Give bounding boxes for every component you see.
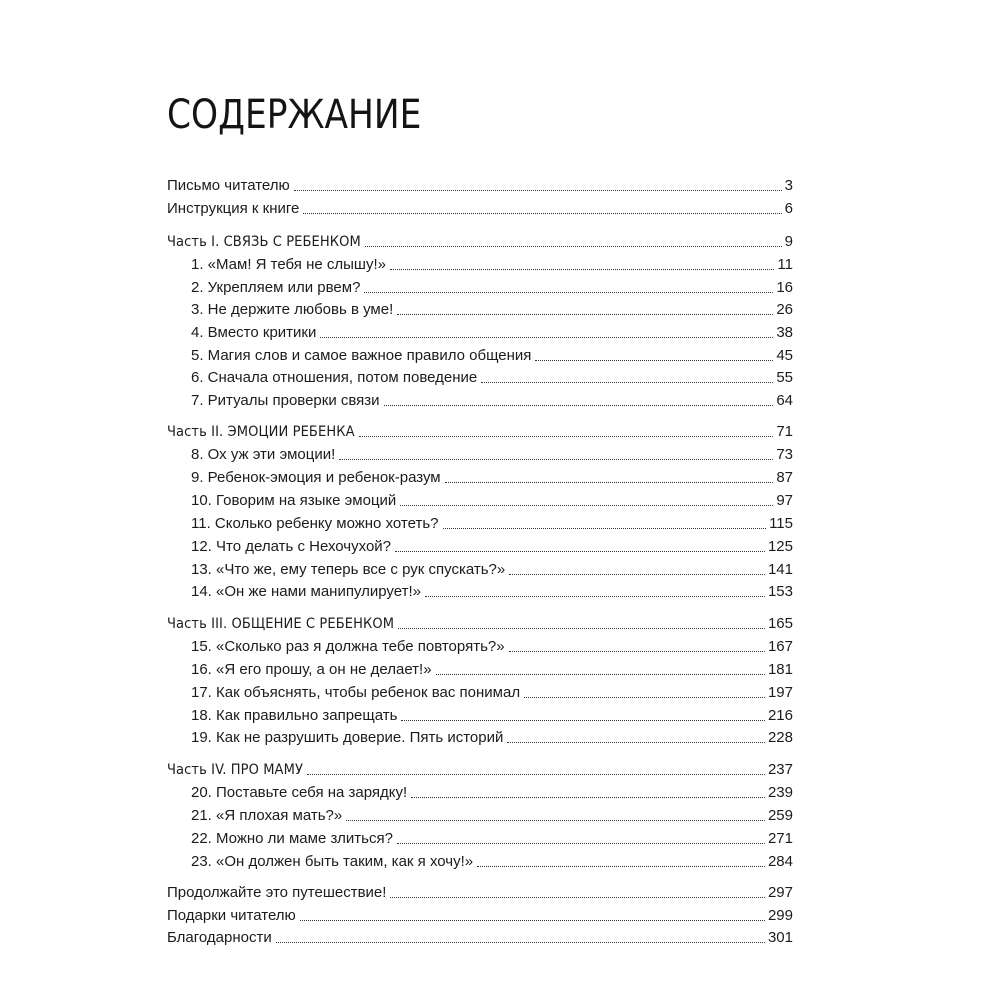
dot-leader (346, 819, 765, 821)
toc-chapter (191, 580, 793, 602)
dot-leader (294, 189, 782, 191)
entry-label: Продолжайте это путешествие! (167, 884, 387, 901)
dot-leader (300, 919, 765, 921)
dot-leader (425, 595, 765, 597)
chapter-label: 8. Ох уж эти эмоции! (191, 446, 336, 463)
chapter-page: 64 (776, 392, 793, 409)
toc-chapter (191, 389, 793, 411)
toc-chapter (191, 276, 793, 298)
toc-chapter (191, 726, 793, 748)
chapter-page: 16 (776, 279, 793, 296)
chapter-label: 11. Сколько ребенку можно хотеть? (191, 515, 439, 532)
entry-page: 299 (767, 907, 793, 924)
dot-leader (397, 842, 765, 844)
chapter-page: 141 (767, 561, 793, 578)
entry-page: 297 (767, 884, 793, 901)
toc-entry-letter (167, 174, 793, 196)
chapter-label: 15. «Сколько раз я должна тебе повторять?» (191, 638, 505, 655)
chapter-page: 87 (776, 469, 793, 486)
dot-leader (411, 796, 765, 798)
chapter-label: 3. Не держите любовь в уме! (191, 301, 394, 318)
chapter-label: 1. «Мам! Я тебя не слышу!» (191, 256, 386, 273)
dot-leader (397, 313, 773, 315)
chapter-label: 6. Сначала отношения, потом поведение (191, 369, 478, 386)
chapter-page: 228 (767, 729, 793, 746)
toc-chapter (191, 321, 793, 343)
dot-leader (445, 481, 774, 483)
dot-leader (339, 458, 773, 460)
toc-entry-continue (167, 881, 793, 903)
chapter-label: 14. «Он же нами манипулирует!» (191, 583, 421, 600)
dot-leader (443, 527, 767, 529)
dot-leader (303, 212, 781, 214)
toc-chapter (191, 850, 793, 872)
entry-page: 6 (784, 200, 793, 217)
dot-leader (401, 719, 765, 721)
toc-chapter (191, 253, 793, 275)
dot-leader (400, 504, 773, 506)
chapter-page: 11 (777, 256, 793, 273)
dot-leader (307, 773, 765, 775)
chapter-label: 9. Ребенок-эмоция и ребенок-разум (191, 469, 441, 486)
chapter-label: 22. Можно ли маме злиться? (191, 830, 393, 847)
chapter-page: 73 (776, 446, 793, 463)
part-page: 165 (767, 615, 793, 632)
chapter-label: 18. Как правильно запрещать (191, 707, 398, 724)
toc-part-3 (167, 612, 793, 634)
dot-leader (535, 359, 773, 361)
dot-leader (481, 381, 773, 383)
dot-leader (359, 435, 774, 437)
toc-part-1 (167, 230, 793, 252)
toc-chapter (191, 635, 793, 657)
toc-chapter (191, 298, 793, 320)
toc-chapter (191, 827, 793, 849)
part-page: 9 (784, 233, 793, 250)
chapter-page: 181 (767, 661, 793, 678)
chapter-page: 45 (776, 347, 793, 364)
chapter-page: 239 (767, 784, 793, 801)
dot-leader (320, 336, 773, 338)
chapter-label: 5. Магия слов и самое важное правило общения (191, 347, 532, 364)
chapter-label: 16. «Я его прошу, а он не делает!» (191, 661, 432, 678)
chapter-label: 10. Говорим на языке эмоций (191, 492, 397, 509)
entry-page: 301 (767, 929, 793, 946)
chapter-page: 167 (767, 638, 793, 655)
chapter-label: 2. Укрепляем или рвем? (191, 279, 361, 296)
dot-leader (364, 291, 773, 293)
page-title: СОДЕРЖАНИЕ (167, 92, 422, 138)
toc-chapter (191, 512, 793, 534)
part-label: Часть II. ЭМОЦИИ РЕБЕНКА (167, 424, 355, 440)
entry-label: Письмо читателю (167, 177, 290, 194)
toc-part-2 (167, 420, 793, 442)
chapter-page: 271 (767, 830, 793, 847)
chapter-page: 197 (767, 684, 793, 701)
toc-chapter (191, 489, 793, 511)
chapter-label: 17. Как объяснять, чтобы ребенок вас понимал (191, 684, 521, 701)
dot-leader (365, 245, 782, 247)
chapter-page: 97 (776, 492, 793, 509)
toc-chapter (191, 443, 793, 465)
chapter-label: 7. Ритуалы проверки связи (191, 392, 380, 409)
toc-chapter (191, 781, 793, 803)
entry-label: Благодарности (167, 929, 272, 946)
dot-leader (509, 650, 765, 652)
toc-chapter (191, 535, 793, 557)
toc-chapter (191, 804, 793, 826)
part-label: Часть I. СВЯЗЬ С РЕБЕНКОМ (167, 234, 361, 250)
chapter-label: 23. «Он должен быть таким, как я хочу!» (191, 853, 474, 870)
toc-chapter (191, 558, 793, 580)
toc-chapter (191, 658, 793, 680)
chapter-label: 19. Как не разрушить доверие. Пять историй (191, 729, 504, 746)
chapter-page: 284 (767, 853, 793, 870)
part-page: 237 (767, 761, 793, 778)
chapter-page: 259 (767, 807, 793, 824)
entry-label: Инструкция к книге (167, 200, 300, 217)
chapter-page: 115 (769, 515, 793, 532)
chapter-label: 21. «Я плохая мать?» (191, 807, 343, 824)
toc-chapter (191, 366, 793, 388)
dot-leader (390, 896, 765, 898)
dot-leader (509, 573, 765, 575)
dot-leader (390, 268, 774, 270)
toc-chapter (191, 344, 793, 366)
dot-leader (477, 865, 765, 867)
chapter-page: 26 (776, 301, 793, 318)
toc-chapter (191, 681, 793, 703)
chapter-label: 20. Поставьте себя на зарядку! (191, 784, 408, 801)
toc-chapter (191, 704, 793, 726)
chapter-label: 12. Что делать с Нехочухой? (191, 538, 392, 555)
chapter-page: 55 (776, 369, 793, 386)
chapter-page: 38 (776, 324, 793, 341)
dot-leader (524, 696, 765, 698)
entry-page: 3 (784, 177, 793, 194)
toc-entry-instructions (167, 197, 793, 219)
toc-entry-gifts (167, 904, 793, 926)
chapter-page: 153 (767, 583, 793, 600)
part-label: Часть III. ОБЩЕНИЕ С РЕБЕНКОМ (167, 616, 395, 632)
dot-leader (384, 404, 774, 406)
dot-leader (276, 941, 765, 943)
part-page: 71 (776, 423, 793, 440)
toc-part-4 (167, 758, 793, 780)
entry-label: Подарки читателю (167, 907, 296, 924)
chapter-page: 216 (767, 707, 793, 724)
part-label: Часть IV. ПРО МАМУ (167, 762, 303, 778)
dot-leader (395, 550, 765, 552)
chapter-page: 125 (767, 538, 793, 555)
chapter-label: 13. «Что же, ему теперь все с рук спускать?» (191, 561, 506, 578)
dot-leader (436, 673, 765, 675)
toc-entry-thanks (167, 926, 793, 948)
dot-leader (398, 627, 765, 629)
chapter-label: 4. Вместо критики (191, 324, 317, 341)
toc-chapter (191, 466, 793, 488)
dot-leader (507, 741, 765, 743)
